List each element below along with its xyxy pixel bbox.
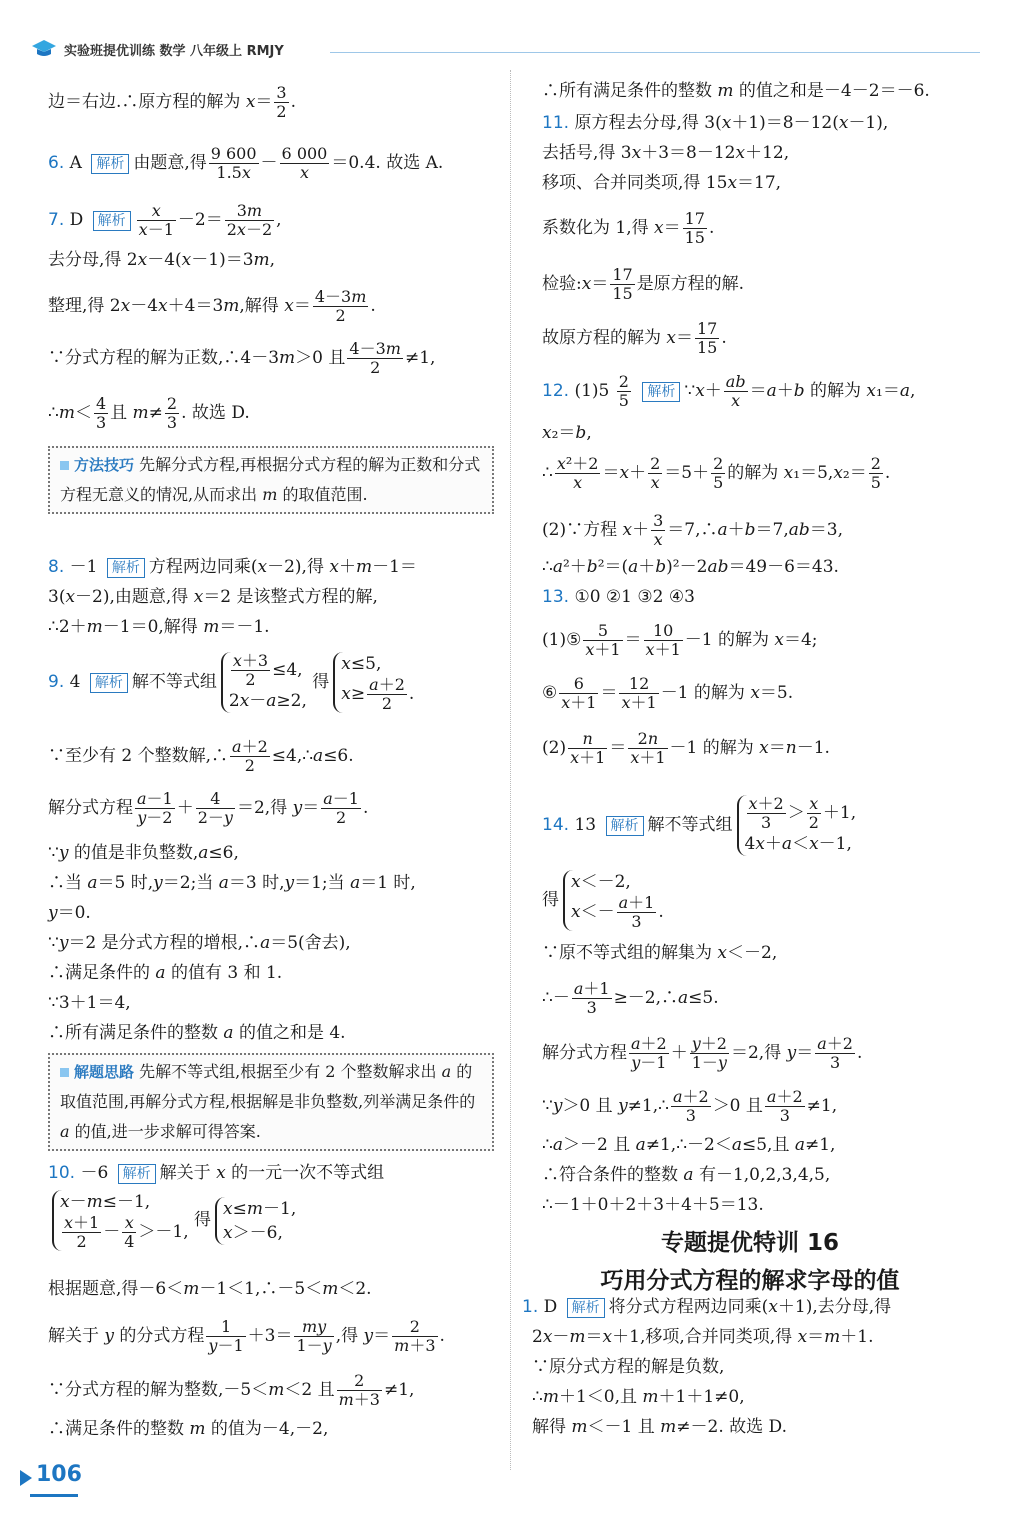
section-title-main: 专题提优特训 16 bbox=[660, 1230, 839, 1256]
header-logo-icon bbox=[30, 38, 58, 58]
page-number-arrow-icon bbox=[18, 1466, 34, 1490]
section-title-sub: 巧用分式方程的解求字母的值 bbox=[600, 1268, 900, 1294]
page-number: 106 bbox=[36, 1462, 82, 1487]
page-number-underline bbox=[30, 1494, 78, 1497]
header-rule bbox=[330, 52, 980, 53]
column-divider bbox=[510, 70, 511, 1470]
book-title: 实验班提优训练 数学 八年级上 RMJY bbox=[64, 44, 284, 59]
method-tip-box: 方法技巧 先解分式方程,再根据分式方程的解为正数和分式方程无意义的情况,从而求出 m 的取值范围. bbox=[48, 446, 494, 514]
solution-idea-box: 解题思路 先解不等式组,根据至少有 2 个整数解求出 a 的取值范围,再解分式方程,根据解是非负整数,列举满足条件的 a 的值,进一步求解可得答案. bbox=[48, 1053, 494, 1151]
